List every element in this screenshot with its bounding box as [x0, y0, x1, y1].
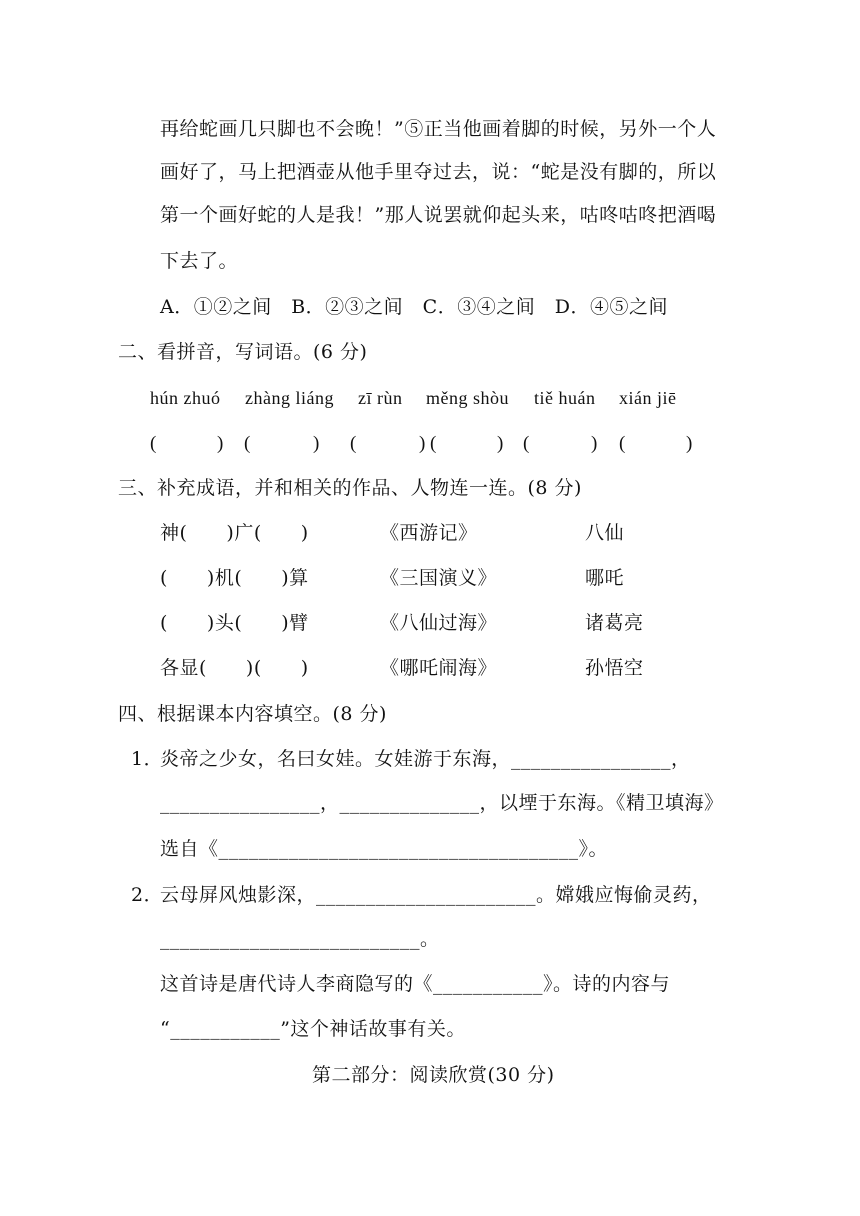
- work-2: 《三国演义》: [380, 567, 498, 589]
- q2-number: 2．: [131, 884, 164, 906]
- work-3: 《八仙过海》: [380, 612, 498, 634]
- q2-line-3: 这首诗是唐代诗人李商隐写的《___________》。诗的内容与: [160, 973, 671, 995]
- idiom-3: ( )头( )臂: [160, 612, 309, 634]
- blank-3-close: ): [419, 433, 426, 454]
- q1-line-1: 炎帝之少女，名曰女娃。女娃游于东海，________________，: [160, 748, 691, 770]
- blank-2-close: ): [313, 433, 320, 454]
- blank-2-open: (: [244, 433, 251, 454]
- work-1: 《西游记》: [380, 522, 478, 544]
- character-2: 哪吒: [585, 567, 625, 589]
- q1-number: 1．: [131, 748, 164, 770]
- work-4: 《哪吒闹海》: [380, 657, 498, 679]
- story-line-1: 再给蛇画几只脚也不会晚！”⑤正当他画着脚的时候，另外一个人: [160, 118, 717, 140]
- idiom-2: ( )机( )算: [160, 567, 309, 589]
- pinyin-3: zī rùn: [358, 388, 403, 408]
- blank-6-open: (: [619, 433, 626, 454]
- q1-line-2: ________________，______________，以堙于东海。《精卫填海》: [160, 792, 724, 814]
- q2-line-4: “___________”这个神话故事有关。: [160, 1018, 466, 1040]
- story-line-4: 下去了。: [160, 250, 239, 272]
- idiom-4: 各显( )( ): [160, 657, 309, 679]
- character-4: 孙悟空: [585, 657, 644, 679]
- pinyin-4: měng shòu: [426, 388, 509, 408]
- pinyin-1: hún zhuó: [150, 388, 221, 408]
- blank-6-close: ): [686, 433, 693, 454]
- pinyin-6: xián jiē: [619, 388, 677, 408]
- story-line-3: 第一个画好蛇的人是我！”那人说罢就仰起头来，咕咚咕咚把酒喝: [160, 204, 717, 226]
- blank-5-close: ): [591, 433, 598, 454]
- blank-3-open: (: [350, 433, 357, 454]
- q2-line-1: 云母屏风烛影深，______________________。嫦娥应悔偷灵药，: [160, 884, 712, 906]
- pinyin-2: zhàng liáng: [245, 388, 334, 408]
- answer-options: A．①②之间 B．②③之间 C．③④之间 D．④⑤之间: [160, 296, 668, 318]
- blank-4-close: ): [497, 433, 504, 454]
- character-3: 诸葛亮: [585, 612, 644, 634]
- blank-5-open: (: [523, 433, 530, 454]
- story-line-2: 画好了，马上把酒壶从他手里夺过去，说：“蛇是没有脚的，所以: [160, 161, 717, 183]
- idiom-1: 神( )广( ): [160, 522, 309, 544]
- section-3-title: 三、补充成语，并和相关的作品、人物连一连。(8 分): [118, 477, 582, 499]
- section-2-title: 二、看拼音，写词语。(6 分): [118, 341, 368, 363]
- section-4-title: 四、根据课本内容填空。(8 分): [118, 703, 387, 725]
- q1-line-3: 选自《____________________________________》。: [160, 838, 609, 860]
- blank-1-close: ): [217, 433, 224, 454]
- blank-1-open: (: [150, 433, 157, 454]
- pinyin-5: tiě huán: [534, 388, 596, 408]
- part-2-heading: 第二部分：阅读欣赏(30 分): [312, 1064, 555, 1086]
- blank-4-open: (: [430, 433, 437, 454]
- character-1: 八仙: [585, 522, 625, 544]
- q2-line-2: __________________________。: [160, 928, 440, 950]
